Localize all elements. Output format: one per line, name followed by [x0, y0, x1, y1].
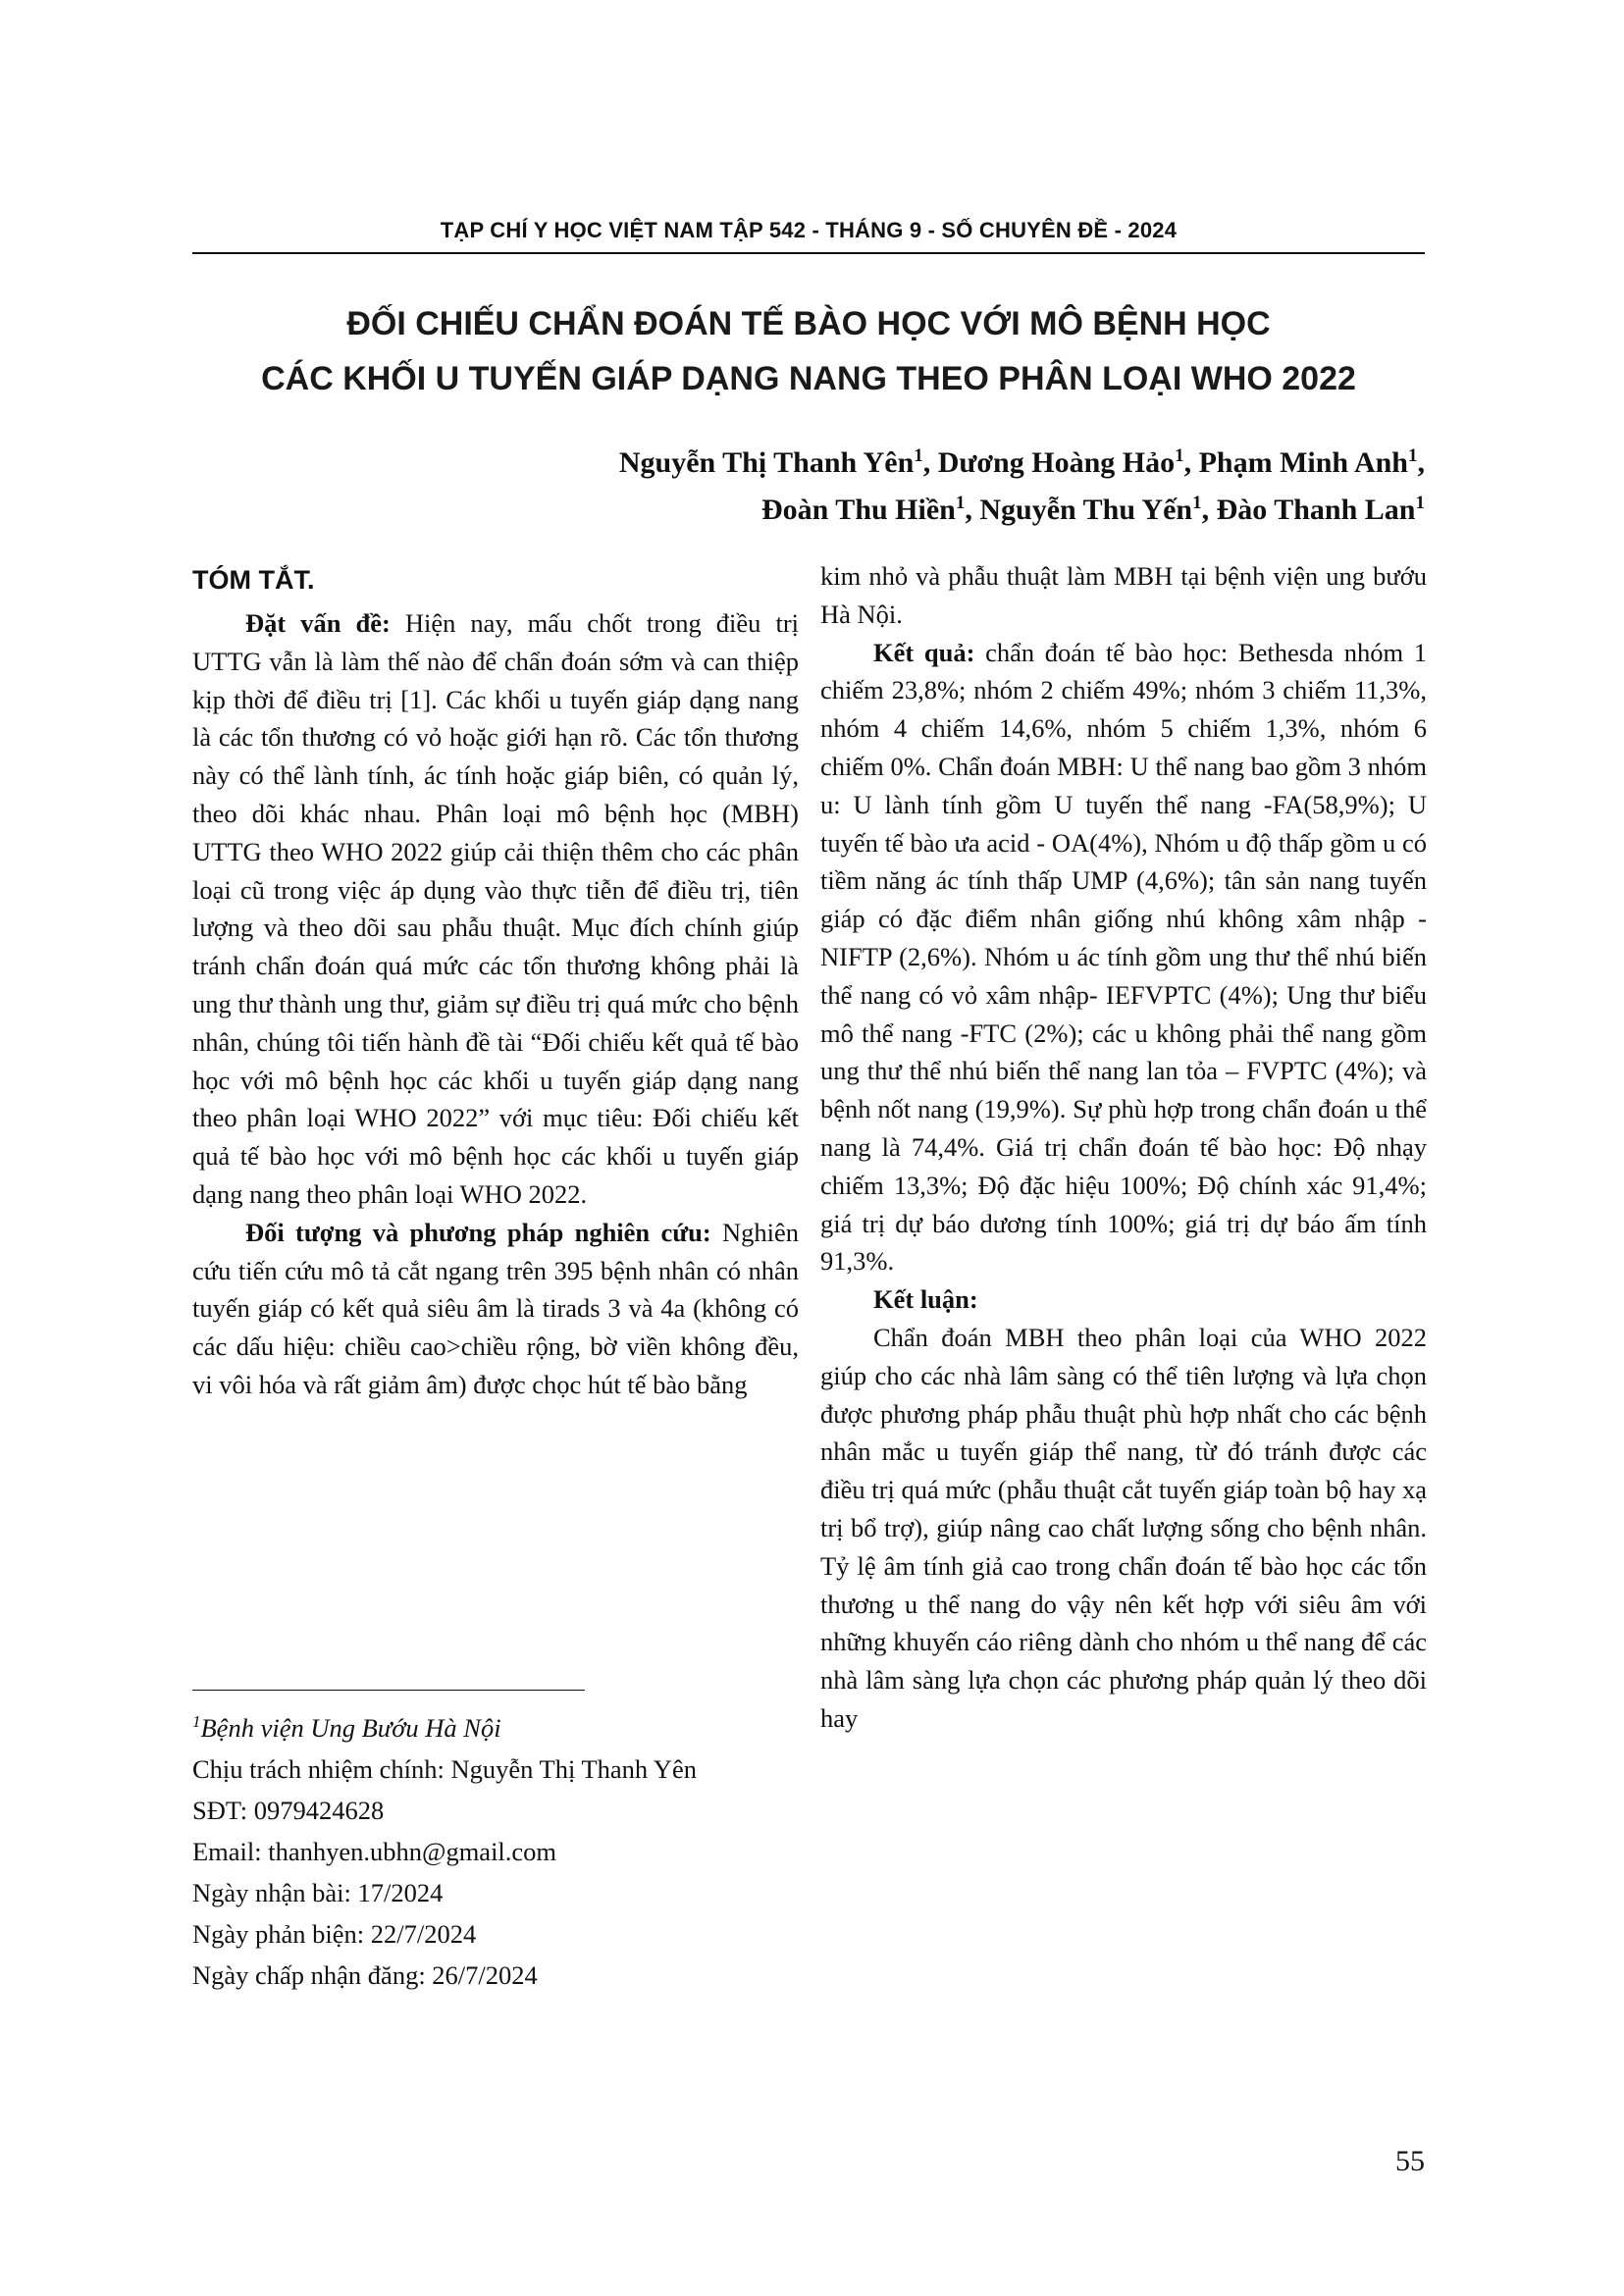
footnote-accepted-date: Ngày chấp nhận đăng: 26/7/2024	[192, 1960, 538, 1990]
article-title	[192, 296, 1425, 406]
footnotes	[192, 1707, 799, 1996]
author-affiliation-mark: 1	[1175, 445, 1184, 466]
author-separator: ,	[922, 446, 938, 479]
footnote-email: Email: thanhyen.ubhn@gmail.com	[192, 1837, 557, 1866]
title-line-2: CÁC KHỐI U TUYẾN GIÁP DẠNG NANG THEO PHÂN LOẠI WHO 2022	[261, 360, 1356, 397]
author-line-1	[444, 440, 1425, 487]
author-affiliation-mark: 1	[1415, 493, 1425, 513]
footnote-reviewed-date: Ngày phản biện: 22/7/2024	[192, 1919, 477, 1949]
footnote-rule	[192, 1690, 585, 1691]
page-number: 55	[1395, 2145, 1425, 2177]
right-column	[820, 557, 1427, 1738]
conclusion-heading: Kết luận:	[873, 1284, 978, 1315]
footnote-affiliation	[192, 1707, 799, 1748]
methods-continuation: kim nhỏ và phẫu thuật làm MBH tại bệnh viện ung bướu Hà Nội.	[820, 561, 1427, 629]
left-column	[192, 557, 799, 1404]
header-rule	[192, 252, 1425, 254]
footnote-phone: SĐT: 0979424628	[192, 1796, 385, 1825]
background-text: Hiện nay, mấu chốt trong điều trị UTTG vẫn là làm thế nào để chẩn đoán sớm và can thiệp kịp thời để điều trị [1]. Các khối u tuyến giáp dạng nang là các tổn thương có vỏ hoặc giới hạn rõ. Các tổn thương này có thể lành tính, ác tính hoặc giáp biên, có quản lý, theo dõi khác nhau. Phân loại mô bệnh học (MBH) UTTG theo WHO 2022 giúp cải thiện thêm cho các phân loại cũ trong việc áp dụng vào thực tiễn để điều trị, tiên lượng và theo dõi sau phẫu thuật. Mục đích chính giúp tránh chẩn đoán quá mức các tổn thương không phải là ung thư thành ung thư, giảm sự điều trị quá mức cho bệnh nhân, chúng tôi tiến hành đề tài “Đối chiếu kết quả tế bào học với mô bệnh học các khối u tuyến giáp dạng nang theo phân loại WHO 2022” với mục tiêu: Đối chiếu kết quả tế bào học với mô bệnh học các khối u tuyến giáp dạng nang theo phân loại WHO 2022.	[192, 608, 800, 1209]
author-line-2	[444, 487, 1425, 534]
author-separator: ,	[1417, 446, 1425, 479]
author-affiliation-mark: 1	[1408, 445, 1418, 466]
author-list	[444, 440, 1425, 534]
conclusion-paragraph: Chẩn đoán MBH theo phân loại của WHO 2022 giúp cho các nhà lâm sàng có thể tiên lượng và lựa chọn được phương pháp phẫu thuật phù hợp nhất cho các bệnh nhân mắc u tuyến giáp thể nang, từ đó tránh được các điều trị quá mức (phẫu thuật cắt tuyến giáp toàn bộ hay xạ trị bổ trợ), giúp nâng cao chất lượng sống cho bệnh nhân. Tỷ lệ âm tính giả cao trong chẩn đoán tế bào học các tổn thương u thể nang do vậy nên kết hợp với siêu âm với những khuyến cáo riêng dành cho nhóm u thể nang để các nhà lâm sàng lựa chọn các phương pháp quản lý theo dõi hay	[820, 1322, 1427, 1733]
affiliation-text: Bệnh viện Ung Bướu Hà Nội	[200, 1713, 501, 1743]
background-label: Đặt vấn đề:	[245, 608, 391, 638]
author-name: Đoàn Thu Hiền	[761, 494, 956, 526]
author-affiliation-mark: 1	[955, 493, 966, 513]
author-name: Đào Thanh Lan	[1216, 494, 1416, 526]
author-affiliation-mark: 1	[1192, 493, 1202, 513]
author-separator: ,	[1183, 446, 1199, 479]
author-separator: ,	[1201, 494, 1217, 526]
methods-paragraph	[192, 1214, 799, 1404]
results-text: chẩn đoán tế bào học: Bethesda nhóm 1 chiếm 23,8%; nhóm 2 chiếm 49%; nhóm 3 chiếm 11,3%, nhóm 4 chiếm 14,6%, nhóm 5 chiếm 1,3%, nhóm 6 chiếm 0%. Chẩn đoán MBH: U thể nang bao gồm 3 nhóm u: U lành tính gồm U tuyến thể nang -FA(58,9%); U tuyến tế bào ưa acid - OA(4%), Nhóm u độ thấp gồm u có tiềm năng ác tính thấp UMP (4,6%); tân sản nang tuyến giáp có đặc điểm nhân giống nhú không xâm nhập - NIFTP (2,6%). Nhóm u ác tính gồm ung thư thể nhú biến thể nang có vỏ xâm nhập- IEFVPTC (4%); Ung thư biểu mô thể nang -FTC (2%); các u không phải thể nang gồm ung thư thể nhú biến thể nang lan tỏa – FVPTC (4%); và bệnh nốt nang (19,9%). Sự phù hợp trong chẩn đoán u thể nang là 74,4%. Giá trị chẩn đoán tế bào học: Độ nhạy chiếm 13,3%; Độ đặc hiệu 100%; Độ chính xác 91,4%; giá trị dự báo dương tính 100%; giá trị dự báo ấm tính 91,3%.	[820, 637, 1428, 1277]
background-paragraph	[192, 604, 799, 1214]
author-separator: ,	[965, 494, 980, 526]
results-paragraph	[820, 634, 1427, 1281]
results-label: Kết quả:	[873, 637, 975, 667]
affiliation-mark: 1	[192, 1712, 201, 1732]
running-header: TẠP CHÍ Y HỌC VIỆT NAM TẬP 542 - THÁNG 9 - SỐ CHUYÊN ĐỀ - 2024	[440, 218, 1178, 242]
abstract-heading: TÓM TẮT.	[192, 565, 315, 595]
author-name: Phạm Minh Anh	[1198, 446, 1408, 479]
methods-label: Đối tượng và phương pháp nghiên cứu:	[245, 1217, 711, 1247]
methods-text: Nghiên cứu tiến cứu mô tả cắt ngang trên 395 bệnh nhân có nhân tuyến giáp có kết quả siêu âm là tirads 3 và 4a (không có các dấu hiệu: chiều cao>chiều rộng, bờ viền không đều, vi vôi hóa và rất giảm âm) được chọc hút tế bào bằng	[192, 1217, 799, 1399]
author-affiliation-mark: 1	[914, 445, 923, 466]
footnote-corresponding: Chịu trách nhiệm chính: Nguyễn Thị Thanh Yên	[192, 1754, 697, 1784]
title-line-1: ĐỐI CHIẾU CHẨN ĐOÁN TẾ BÀO HỌC VỚI MÔ BỆNH HỌC	[346, 305, 1271, 342]
author-name: Nguyễn Thu Yến	[979, 494, 1193, 526]
author-name: Dương Hoàng Hảo	[937, 446, 1176, 479]
author-name: Nguyễn Thị Thanh Yên	[618, 446, 915, 479]
footnote-received-date: Ngày nhận bài: 17/2024	[192, 1878, 444, 1907]
